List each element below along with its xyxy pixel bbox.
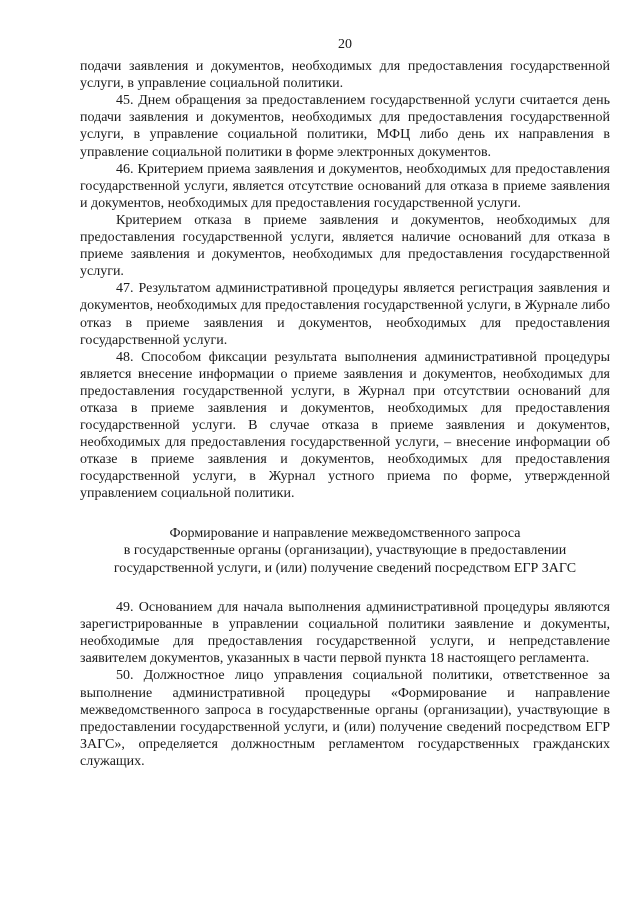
section-heading	[80, 525, 610, 578]
paragraph-50: 50. Должностное лицо управления социальной политики, ответственное за выполнение административной процедуры «Формирование и направление межведомственного запроса в государственные органы (организации), участвующие в предоставлении государственной услуги, и (или) получение сведений посредством ЕГР ЗАГС», определяется должностным регламентом государственных гражданских служащих.	[80, 668, 610, 769]
paragraph-48: 48. Способом фиксации результата выполнения административной процедуры является внесение информации о приеме заявления и документов, необходимых для предоставления государственной услуги, в Журнал при отсутствии оснований для отказа в приеме заявления и документов, необходимых для предоставления государственной услуги. В случае отказа в приеме заявления и документов, необходимых для предоставления государственной услуги, – внесение информации об отказе в приеме заявления и документов, необходимых для предоставления государственной услуги, в Журнал устного приема по форме, утвержденной управлением социальной политики.	[80, 349, 610, 502]
heading-line-1: Формирование и направление межведомственного запроса	[169, 525, 521, 541]
paragraph-45: 45. Днем обращения за предоставлением государственной услуги считается день подачи заявления и документов, необходимых для предоставления государственной услуги, в управление социальной политики, МФЦ либо день их направления в управление социальной политики в форме электронных документов.	[80, 93, 610, 160]
paragraph-continuation: подачи заявления и документов, необходимых для предоставления государственной услуги, в управление социальной политики.	[80, 59, 610, 92]
page-number: 20	[338, 37, 352, 52]
paragraph-46: 46. Критерием приема заявления и документов, необходимых для предоставления государственной услуги, является отсутствие оснований для отказа в приеме заявления и документов, необходимых для предоставления государственной услуги.	[80, 161, 610, 211]
paragraph-47: 47. Результатом административной процедуры является регистрация заявления и документов, необходимых для предоставления государственной услуги, в Журнале либо отказ в приеме заявления и документов, необходимых для предоставления государственной услуги.	[80, 281, 610, 348]
heading-line-2: в государственные органы (организации), участвующие в предоставлении	[123, 543, 567, 559]
paragraph-46-refusal: Критерием отказа в приеме заявления и документов, необходимых для предоставления государственной услуги, является наличие оснований для отказа в приеме заявления и документов, необходимых для предоставления государственной услуги.	[80, 212, 610, 280]
paragraph-49: 49. Основанием для начала выполнения административной процедуры являются зарегистрированные в управлении социальной политики заявление и документы, необходимые для предоставления государственной услуги, и непредставление заявителем документов, указанных в части первой пункта 18 настоящего регламента.	[80, 600, 610, 667]
heading-line-3: государственной услуги, и (или) получение сведений посредством ЕГР ЗАГС	[113, 560, 577, 576]
document-page	[80, 36, 610, 770]
